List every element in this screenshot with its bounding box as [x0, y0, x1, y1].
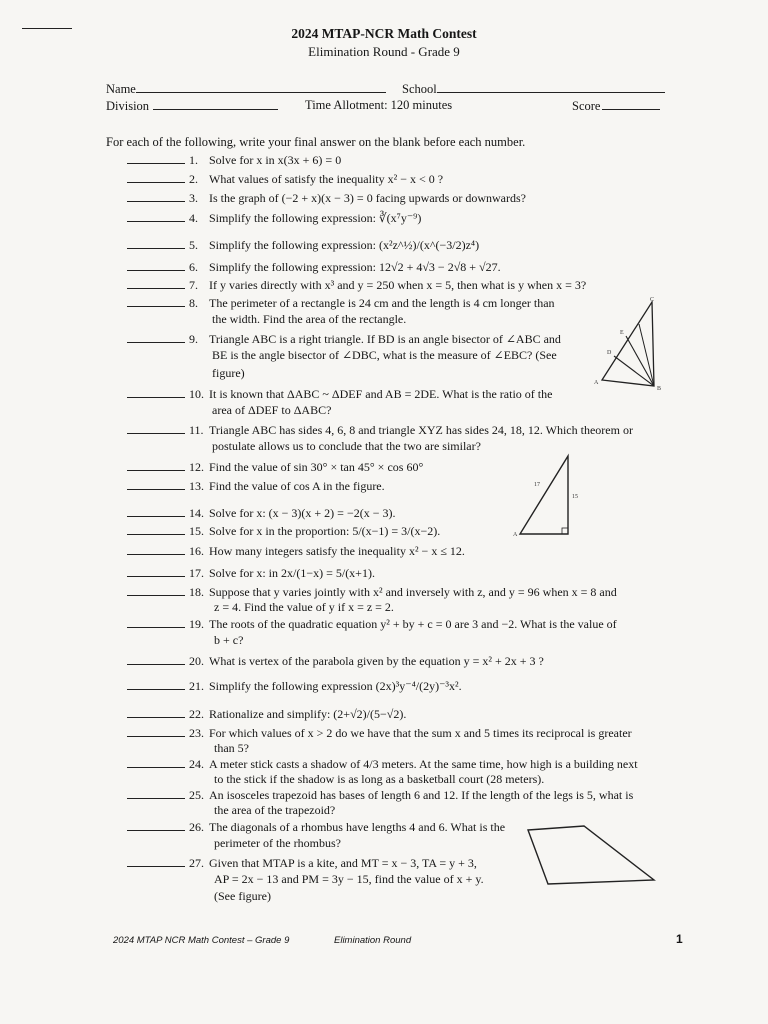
answer-blank[interactable] — [127, 726, 185, 737]
problem-26-cont: perimeter of the rhombus? — [214, 836, 341, 850]
answer-blank[interactable] — [127, 191, 185, 202]
problem-16: 16. How many integers satisfy the inequality x² − x ≤ 12. — [127, 543, 465, 559]
problem-2: 2. What values of satisfy the inequality x² − x < 0 ? — [127, 171, 443, 187]
label-15: 15 — [572, 494, 578, 500]
problem-11-cont: postulate allows us to conclude that the two are similar? — [212, 439, 481, 453]
label-d: D — [607, 350, 612, 356]
bisector-be — [626, 336, 654, 386]
kite-mtap — [528, 826, 654, 884]
problem-15: 15. Solve for x in the proportion: 5/(x−1) = 3/(x−2). — [127, 523, 440, 539]
triangle-abc — [602, 302, 654, 386]
problem-17: 17. Solve for x: in 2x/(1−x) = 5/(x+1). — [127, 565, 375, 581]
answer-blank[interactable] — [127, 387, 185, 398]
problem-3: 3. Is the graph of (−2 + x)(x − 3) = 0 facing upwards or downwards? — [127, 190, 526, 206]
problem-27-cont2: (See figure) — [214, 889, 271, 903]
problem-26: 26. The diagonals of a rhombus have lengths 4 and 6. What is the — [127, 819, 505, 835]
answer-blank[interactable] — [127, 585, 185, 596]
problem-21: 21. Simplify the following expression (2x)³y⁻⁴/(2y)⁻³x². — [127, 678, 462, 694]
problem-8: 8. The perimeter of a rectangle is 24 cm and the length is 4 cm longer than — [127, 295, 555, 311]
answer-blank[interactable] — [127, 479, 185, 490]
answer-blank[interactable] — [127, 172, 185, 183]
answer-blank[interactable] — [127, 757, 185, 768]
problem-20: 20. What is vertex of the parabola given by the equation y = x² + 2x + 3 ? — [127, 653, 544, 669]
label-c: C — [650, 297, 655, 303]
division-field[interactable] — [106, 98, 278, 114]
problem-9: 9. Triangle ABC is a right triangle. If BD is an angle bisector of ∠ABC and — [127, 331, 561, 347]
answer-blank[interactable] — [127, 278, 185, 289]
problem-1: 1. Solve for x in x(3x + 6) = 0 — [127, 152, 341, 168]
problem-9-cont: BE is the angle bisector of ∠DBC, what is the measure of ∠EBC? (See — [212, 348, 557, 362]
answer-blank[interactable] — [127, 524, 185, 535]
problem-11: 11. Triangle ABC has sides 4, 6, 8 and triangle XYZ has sides 24, 18, 12. Which theorem or — [127, 422, 633, 438]
instructions: For each of the following, write your final answer on the blank before each number. — [106, 135, 526, 149]
school-label: School — [402, 82, 437, 96]
answer-blank[interactable] — [127, 654, 185, 665]
label-e: E — [620, 330, 624, 336]
problem-6: 6. Simplify the following expression: 12√2 + 4√3 − 2√8 + √27. — [127, 259, 501, 275]
problem-7: 7. If y varies directly with x³ and y = 250 when x = 5, then what is y when x = 3? — [127, 277, 586, 293]
division-label: Division — [106, 99, 150, 113]
answer-blank[interactable] — [127, 332, 185, 343]
name-label: Name — [106, 82, 136, 96]
problem-22: 22. Rationalize and simplify: (2+√2)/(5−√2). — [127, 706, 406, 722]
answer-blank[interactable] — [127, 707, 185, 718]
figure-9-triangle — [594, 294, 674, 394]
label-b: B — [657, 386, 662, 392]
answer-blank[interactable] — [127, 296, 185, 307]
time-allotment: Time Allotment: 120 minutes — [305, 98, 453, 112]
problem-25: 25. An isosceles trapezoid has bases of length 6 and 12. If the length of the legs is 5, what is — [127, 787, 633, 803]
answer-blank[interactable] — [127, 679, 185, 690]
label-a: A — [594, 380, 599, 386]
problem-18: 18. Suppose that y varies jointly with x² and inversely with z, and y = 96 when x = 8 and — [127, 584, 617, 600]
page-number: 1 — [676, 932, 683, 946]
answer-blank[interactable] — [127, 238, 185, 249]
problem-4: 4. Simplify the following expression: ∛(x⁷y⁻⁹) — [127, 210, 421, 226]
answer-blank[interactable] — [127, 617, 185, 628]
problem-24: 24. A meter stick casts a shadow of 4/3 meters. At the same time, how high is a building next — [127, 756, 638, 772]
answer-blank[interactable] — [127, 211, 185, 222]
name-field[interactable] — [106, 81, 386, 97]
problem-23-cont: than 5? — [214, 741, 249, 755]
problem-27-cont: AP = 2x − 13 and PM = 3y − 15, find the value of x + y. — [214, 872, 484, 886]
problem-27: 27. Given that MTAP is a kite, and MT = x − 3, TA = y + 3, — [127, 855, 477, 871]
label-a: A — [513, 532, 518, 538]
problem-23: 23. For which values of x > 2 do we have that the sum x and 5 times its reciprocal is greater — [127, 725, 632, 741]
score-field[interactable] — [572, 98, 660, 114]
problem-8-cont: the width. Find the area of the rectangle. — [212, 312, 407, 326]
answer-blank[interactable] — [127, 788, 185, 799]
answer-blank[interactable] — [127, 566, 185, 577]
problem-10-cont: area of ΔDEF to ΔABC? — [212, 403, 332, 417]
answer-blank[interactable] — [127, 260, 185, 271]
problem-9-cont2: figure) — [212, 366, 245, 380]
problem-14: 14. Solve for x: (x − 3)(x + 2) = −2(x − 3). — [127, 505, 395, 521]
figure-13-triangle — [510, 450, 590, 540]
answer-blank[interactable] — [127, 506, 185, 517]
problem-5: 5. Simplify the following expression: (x²z^½)/(x^(−3/2)z⁴) — [127, 237, 479, 253]
answer-blank[interactable] — [127, 153, 185, 164]
answer-blank[interactable] — [127, 820, 185, 831]
footer-contest: 2024 MTAP NCR Math Contest – Grade 9 — [113, 935, 290, 946]
answer-blank[interactable] — [127, 423, 185, 434]
score-label: Score — [572, 99, 601, 113]
answer-blank[interactable] — [127, 544, 185, 555]
problem-19-cont: b + c? — [214, 633, 244, 647]
problem-25-cont: the area of the trapezoid? — [214, 803, 336, 817]
contest-title: 2024 MTAP-NCR Math Contest — [291, 26, 477, 41]
problem-24-cont: to the stick if the shadow is as long as a basketball court (28 meters). — [214, 772, 545, 786]
answer-blank[interactable] — [127, 856, 185, 867]
problem-19: 19. The roots of the quadratic equation y² + by + c = 0 are 3 and −2. What is the value of — [127, 616, 617, 632]
figure-27-kite — [516, 820, 666, 890]
problem-13: 13. Find the value of cos A in the figure. — [127, 478, 385, 494]
school-field[interactable] — [402, 81, 665, 97]
problem-18-cont: z = 4. Find the value of y if x = z = 2. — [214, 600, 394, 614]
round-subtitle: Elimination Round - Grade 9 — [308, 44, 460, 59]
problem-10: 10. It is known that ΔABC ~ ΔDEF and AB = 2DE. What is the ratio of the — [127, 386, 552, 402]
right-triangle — [520, 456, 568, 534]
problem-12: 12. Find the value of sin 30° × tan 45° × cos 60° — [127, 459, 423, 475]
footer-round: Elimination Round — [334, 935, 412, 946]
label-17: 17 — [534, 482, 540, 488]
answer-blank[interactable] — [127, 460, 185, 471]
right-angle-mark — [562, 528, 568, 534]
